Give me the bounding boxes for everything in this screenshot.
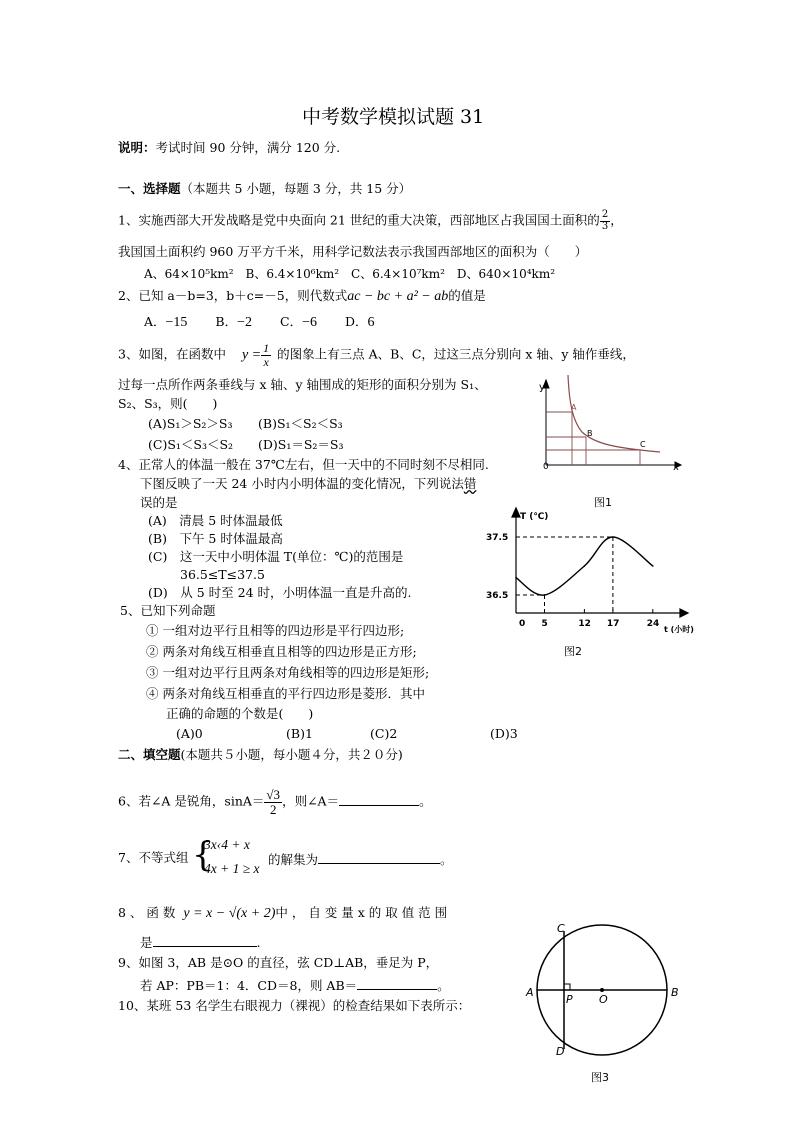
fig2-x-tick-label: 12 (578, 619, 591, 629)
q6-fraction (264, 788, 282, 816)
q2-stem (118, 290, 486, 304)
q6-answer-blank[interactable] (339, 794, 419, 806)
q7-post-line (268, 852, 453, 867)
figure-3 (525, 915, 690, 1085)
q6-pre: 6、若∠A 是锐角，sinA＝ (118, 793, 265, 809)
fig3-point-b: B (671, 986, 679, 999)
fig2-caption: 图2 (564, 645, 582, 658)
q4-opt-d: (D) 从 5 时至 24 时，小明体温一直是升高的. (148, 585, 412, 600)
fig2-x-arrow (680, 609, 688, 617)
fig2-data-point (652, 565, 654, 567)
fig2-data-point (515, 577, 517, 579)
q3-opt-a: (A)S₁＞S₂＞S₃ (148, 416, 233, 431)
q10-line: 10、某班 53 名学生右眼视力（裸视）的检查结果如下表所示： (118, 998, 471, 1013)
fig2-x-tick-label: 24 (646, 619, 660, 629)
q8-line2-text: 是 (140, 935, 153, 950)
q6-post: ，则∠A＝ (282, 793, 340, 809)
q3-func-y: y = (241, 347, 262, 363)
fig2-data-point (544, 594, 546, 596)
q9-answer-blank[interactable] (357, 978, 437, 990)
q4-opt-c: (C) 这一天中小明体温 T(单位：℃)的范围是 (148, 549, 404, 564)
q8-post: 中 ， 自 变 量 x 的 取 值 范 围 (275, 905, 448, 920)
fig2-y-label: T (℃) (520, 512, 549, 522)
fig3-point-p: P (566, 993, 573, 1006)
fig3-point-o: O (599, 993, 608, 1006)
q1-options: A、64×10⁵km² B、6.4×10⁶km² C、6.4×10⁷km² D、640×10⁴km² (144, 267, 556, 281)
fig2-x-tick-label: 5 (541, 619, 548, 629)
fig1-point-c: C (640, 440, 646, 449)
q5-line1: 5、已知下列命题 (120, 603, 216, 618)
q1-line1-end: ， (610, 212, 623, 228)
section-2-heading (118, 749, 403, 762)
q3-frac-den: x (263, 354, 269, 369)
fig2-x-label: t (小时) (664, 625, 694, 634)
q8-end: . (256, 935, 261, 950)
figure-1 (530, 370, 690, 520)
q4-line2 (140, 478, 476, 491)
q1-fraction (600, 210, 610, 232)
q2-val-c: −6 (302, 315, 317, 330)
fig2-data-point (584, 565, 586, 567)
fig3-caption: 图3 (591, 1071, 609, 1084)
q4-line2-text: 下图反映了一天 24 小时内小明体温的变化情况，下列说法 (140, 476, 464, 491)
q8-line2 (140, 935, 261, 950)
q7-row1: 3x‹4 + x (204, 837, 250, 852)
q6-line (118, 788, 432, 816)
exam-note (118, 142, 340, 155)
q8-answer-blank[interactable] (153, 935, 257, 947)
q5-item-3: ③ 一组对边平行且两条对角线相等的四边形是矩形; (146, 665, 430, 680)
q4-opt-a: (A) 清晨 5 时体温最低 (148, 513, 283, 528)
q3-frac-num: 1 (263, 341, 270, 355)
q3-opt-c: (C)S₁＜S₃＜S₂ (148, 437, 234, 452)
q5-item-2: ② 两条对角线互相垂直且相等的四边形是正方形; (146, 644, 417, 659)
section-1-heading (118, 183, 411, 196)
q1-frac-num: 2 (601, 209, 609, 220)
q4-line3: 误的是 (140, 495, 178, 510)
note-label: 说明： (118, 140, 156, 155)
q5-opt-c: (C)2 (370, 726, 398, 741)
q2-opt-b: B． (215, 314, 238, 329)
q8-line1 (118, 907, 447, 921)
q5-opt-b: (B)1 (286, 726, 313, 741)
q7-answer-blank[interactable] (318, 852, 440, 864)
q3-fraction (261, 342, 271, 368)
q3-opt-d: (D)S₁＝S₂＝S₃ (258, 437, 344, 452)
q1-line1 (118, 210, 623, 232)
q5-opt-d: (D)3 (490, 726, 518, 741)
q2-opt-c: C． (280, 314, 303, 329)
q9-line2-text: 若 AP：PB＝1：4．CD＝8，则 AB＝ (140, 978, 358, 993)
fig2-y-tick-label: 36.5 (486, 591, 509, 601)
fig1-y-label: y (539, 382, 545, 393)
section-1-desc: （本题共 5 小题，每题 3 分，共 15 分） (180, 181, 412, 196)
q7-brace: { (192, 835, 214, 875)
q2-val-d: 6 (367, 315, 375, 330)
q5-opt-a: (A)0 (176, 726, 203, 741)
q8-expression: y = x − √(x + 2) (183, 906, 276, 921)
fig2-y-tick-label: 37.5 (486, 533, 509, 543)
section-1-num: 一、 (118, 181, 144, 196)
q3-opt-b: (B)S₁＜S₂＜S₃ (258, 416, 343, 431)
q3-post: 的图象上有三点 A、B、C，过这三点分别向 x 轴、y 轴作垂线， (277, 346, 635, 362)
q4-line1: 4、正常人的体温一般在 37℃左右，但一天中的不同时刻不尽相同. (118, 457, 489, 472)
q3-line2: 过每一点所作两条垂线与 x 轴、y 轴围成的矩形的面积分别为 S₁、 (118, 377, 487, 392)
q4-opt-c-range: 36.5≤T≤37.5 (180, 567, 265, 582)
fig2-x-tick-label: 17 (606, 619, 620, 629)
fig3-point-c: C (557, 922, 565, 935)
fig2-origin: 0 (519, 619, 526, 629)
q5-line-end: 正确的命题的个数是( ) (166, 706, 314, 721)
section-2-num: 二、 (118, 747, 144, 762)
fig3-right-angle-mark (564, 984, 570, 990)
section-1-title: 选择题 (143, 181, 181, 196)
fig3-center-dot (600, 988, 604, 992)
fig1-origin: 0 (543, 462, 549, 472)
q2-expression: ac − bc + a² − ab (347, 289, 449, 304)
fig1-curve (568, 375, 660, 452)
q5-item-4: ④ 两条对角线互相垂直的平行四边形是菱形．其中 (146, 686, 425, 701)
q9-line2 (140, 978, 450, 993)
fig3-point-d: D (556, 1045, 565, 1058)
q3-pre: 3、如图，在函数中 (118, 346, 226, 362)
q2-opt-a: A． (144, 314, 166, 329)
q4-emphasis: 错 (463, 476, 477, 491)
q1-frac-den: 3 (601, 220, 609, 232)
fig3-point-a: A (526, 986, 534, 999)
q4-opt-b: (B) 下午 5 时体温最高 (148, 531, 283, 546)
q2-options (144, 316, 375, 330)
q2-pre: 2、已知 a－b=3，b＋c=－5，则代数式 (118, 288, 348, 303)
q6-frac-den: 2 (269, 801, 277, 817)
section-2-title: 填空题 (143, 747, 181, 762)
q2-opt-d: D． (344, 314, 368, 329)
q7-pre: 7、不等式组 (118, 850, 189, 865)
fig1-point-a: A (571, 403, 577, 412)
q6-frac-num: √3 (266, 787, 281, 802)
q2-post: 的值是 (448, 288, 486, 303)
fig2-y-arrow (512, 508, 520, 517)
q7-post: 的解集为 (268, 852, 319, 867)
q8-pre: 8 、 函 数 (118, 905, 176, 920)
q2-val-b: −2 (237, 315, 253, 330)
fig1-point-b: B (587, 429, 593, 438)
q7-end: 。 (440, 852, 453, 867)
q3-line1 (118, 342, 635, 368)
fig1-caption: 图1 (594, 496, 612, 509)
note-text: 考试时间 90 分钟，满分 120 分. (155, 140, 341, 155)
q6-end: 。 (419, 793, 432, 809)
q5-item-1: ① 一组对边平行且相等的四边形是平行四边形; (146, 623, 405, 638)
q1-line1-text: 1、实施西部大开发战略是党中央面向 21 世纪的重大决策，西部地区占我国国土面积的 (118, 212, 600, 228)
figure-2 (480, 505, 694, 660)
page-title: 中考数学模拟试题 31 (302, 106, 485, 128)
fig1-x-label: x (673, 462, 679, 473)
fig2-data-point (612, 536, 614, 538)
q2-val-a: −15 (165, 315, 188, 330)
q7-row2: 4x + 1 ≥ x (204, 861, 260, 876)
section-2-desc: (本题共５小题，每小题４分，共２０分) (180, 747, 403, 762)
q1-line2: 我国国土面积约 960 万平方千米，用科学记数法表示我国西部地区的面积为（ ） (118, 244, 588, 259)
q3-line3: S₂、S₃，则( ) (118, 396, 218, 411)
q9-end: 。 (437, 978, 450, 993)
q9-line1: 9、如图 3，AB 是⊙O 的直径，弦 CD⊥AB，垂足为 P， (118, 955, 439, 970)
